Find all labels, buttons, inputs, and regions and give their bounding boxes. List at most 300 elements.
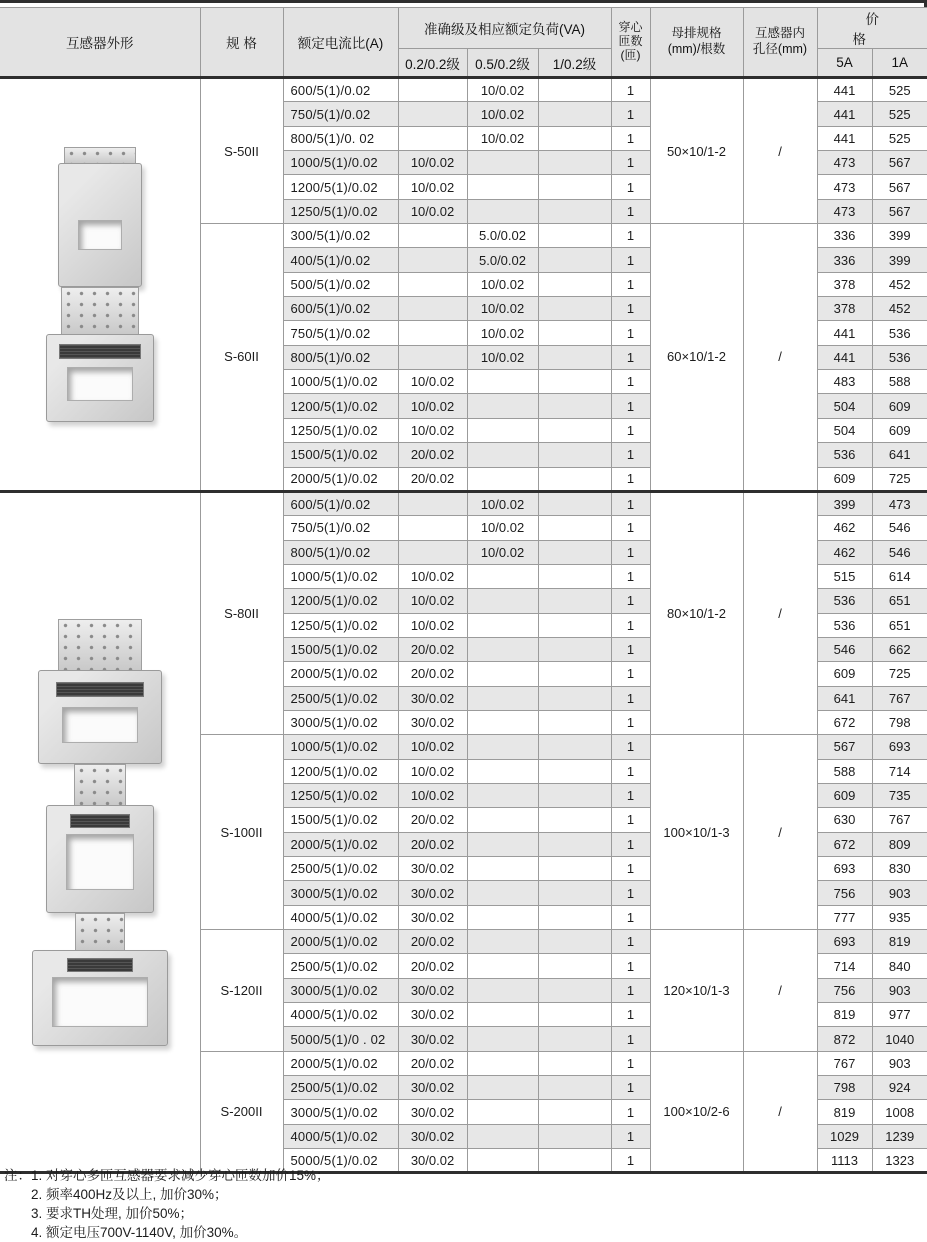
price-5a-cell: 378 bbox=[817, 272, 872, 296]
price-5a-cell: 693 bbox=[817, 930, 872, 954]
acc-1-cell bbox=[538, 151, 611, 175]
acc-02-cell: 20/0.02 bbox=[398, 662, 467, 686]
acc-05-cell: 10/0.02 bbox=[467, 540, 538, 564]
turns-cell: 1 bbox=[611, 345, 650, 369]
price-5a-cell: 441 bbox=[817, 102, 872, 126]
price-5a-cell: 567 bbox=[817, 735, 872, 759]
ct-photo-s100 bbox=[46, 764, 154, 913]
footnote-item: 3. 要求TH处理, 加价50%； bbox=[31, 1206, 194, 1221]
turns-cell: 1 bbox=[611, 1100, 650, 1124]
turns-cell: 1 bbox=[611, 175, 650, 199]
acc-02-cell: 10/0.02 bbox=[398, 759, 467, 783]
acc-1-cell bbox=[538, 930, 611, 954]
ratio-cell: 800/5(1)/0.02 bbox=[283, 540, 398, 564]
acc-02-cell: 10/0.02 bbox=[398, 418, 467, 442]
ct-photo-s50-body bbox=[58, 163, 142, 287]
ct-photo-s60-terminal-block bbox=[61, 287, 139, 334]
acc-05-cell bbox=[467, 637, 538, 661]
price-1a-cell: 546 bbox=[872, 540, 927, 564]
acc-1-cell bbox=[538, 759, 611, 783]
acc-02-cell: 10/0.02 bbox=[398, 370, 467, 394]
acc-1-cell bbox=[538, 710, 611, 734]
acc-05-cell: 10/0.02 bbox=[467, 102, 538, 126]
turns-cell: 1 bbox=[611, 224, 650, 248]
acc-05-cell bbox=[467, 759, 538, 783]
appearance-stack bbox=[0, 147, 200, 422]
acc-05-cell bbox=[467, 1003, 538, 1027]
appearance-cell bbox=[0, 491, 200, 1173]
turns-cell: 1 bbox=[611, 710, 650, 734]
acc-05-cell bbox=[467, 832, 538, 856]
acc-05-cell bbox=[467, 1100, 538, 1124]
acc-1-cell bbox=[538, 272, 611, 296]
ratio-cell: 750/5(1)/0.02 bbox=[283, 102, 398, 126]
acc-02-cell: 20/0.02 bbox=[398, 443, 467, 467]
spec-cell: S-100II bbox=[200, 735, 283, 930]
acc-1-cell bbox=[538, 1076, 611, 1100]
footnotes-label: 注： bbox=[4, 1168, 31, 1183]
ct-photo-s60 bbox=[46, 287, 154, 422]
ct-photo-s100-terminal-block bbox=[74, 764, 126, 805]
turns-cell: 1 bbox=[611, 637, 650, 661]
acc-05-cell bbox=[467, 662, 538, 686]
ratio-cell: 800/5(1)/0. 02 bbox=[283, 126, 398, 150]
turns-cell: 1 bbox=[611, 199, 650, 223]
ct-photo-s120-200 bbox=[32, 913, 168, 1046]
price-5a-cell: 483 bbox=[817, 370, 872, 394]
price-1a-cell: 693 bbox=[872, 735, 927, 759]
acc-02-cell: 30/0.02 bbox=[398, 710, 467, 734]
acc-02-cell: 30/0.02 bbox=[398, 881, 467, 905]
appearance-stack bbox=[0, 619, 200, 1046]
acc-1-cell bbox=[538, 589, 611, 613]
turns-cell: 1 bbox=[611, 151, 650, 175]
acc-02-cell: 30/0.02 bbox=[398, 1124, 467, 1148]
acc-1-cell bbox=[538, 394, 611, 418]
ratio-cell: 1200/5(1)/0.02 bbox=[283, 589, 398, 613]
ratio-cell: 3000/5(1)/0.02 bbox=[283, 881, 398, 905]
acc-02-cell: 20/0.02 bbox=[398, 1051, 467, 1075]
acc-02-cell: 10/0.02 bbox=[398, 589, 467, 613]
aperture-cell: / bbox=[743, 78, 817, 224]
price-5a-cell: 798 bbox=[817, 1076, 872, 1100]
price-5a-cell: 609 bbox=[817, 783, 872, 807]
col-header-acc-02: 0.2/0.2级 bbox=[398, 49, 467, 78]
acc-05-cell bbox=[467, 1124, 538, 1148]
turns-cell: 1 bbox=[611, 491, 650, 515]
col-header-busbar bbox=[650, 8, 743, 78]
turns-cell: 1 bbox=[611, 662, 650, 686]
price-1a-cell: 735 bbox=[872, 783, 927, 807]
price-5a-cell: 756 bbox=[817, 881, 872, 905]
acc-05-cell bbox=[467, 443, 538, 467]
price-5a-cell: 609 bbox=[817, 662, 872, 686]
price-1a-cell: 567 bbox=[872, 151, 927, 175]
acc-1-cell bbox=[538, 978, 611, 1002]
acc-02-cell: 10/0.02 bbox=[398, 199, 467, 223]
ct-photo-s100-window bbox=[66, 834, 134, 890]
col-header-acc-05: 0.5/0.2级 bbox=[467, 49, 538, 78]
acc-05-cell bbox=[467, 978, 538, 1002]
ct-photo-s50-window bbox=[78, 220, 122, 250]
ratio-cell: 600/5(1)/0.02 bbox=[283, 491, 398, 515]
acc-02-cell bbox=[398, 516, 467, 540]
col-header-price-1a: 1A bbox=[872, 49, 927, 78]
price-1a-cell: 614 bbox=[872, 564, 927, 588]
turns-cell: 1 bbox=[611, 589, 650, 613]
ct-photo-s50-terminal-block bbox=[64, 147, 136, 163]
aperture-cell: / bbox=[743, 735, 817, 930]
ratio-cell: 2000/5(1)/0.02 bbox=[283, 662, 398, 686]
acc-02-cell: 30/0.02 bbox=[398, 1076, 467, 1100]
price-1a-cell: 819 bbox=[872, 930, 927, 954]
price-1a-cell: 525 bbox=[872, 78, 927, 102]
acc-05-cell bbox=[467, 1027, 538, 1051]
acc-05-cell: 5.0/0.02 bbox=[467, 248, 538, 272]
acc-05-cell bbox=[467, 881, 538, 905]
price-1a-cell: 525 bbox=[872, 102, 927, 126]
turns-cell: 1 bbox=[611, 370, 650, 394]
acc-02-cell bbox=[398, 540, 467, 564]
ratio-cell: 4000/5(1)/0.02 bbox=[283, 1003, 398, 1027]
price-5a-cell: 693 bbox=[817, 857, 872, 881]
acc-05-cell bbox=[467, 686, 538, 710]
price-1a-cell: 903 bbox=[872, 1051, 927, 1075]
price-1a-cell: 641 bbox=[872, 443, 927, 467]
acc-05-cell: 10/0.02 bbox=[467, 491, 538, 515]
ratio-cell: 800/5(1)/0.02 bbox=[283, 345, 398, 369]
footnotes bbox=[4, 1166, 923, 1242]
turns-cell: 1 bbox=[611, 1124, 650, 1148]
price-1a-cell: 536 bbox=[872, 321, 927, 345]
acc-02-cell bbox=[398, 126, 467, 150]
acc-02-cell: 20/0.02 bbox=[398, 954, 467, 978]
acc-02-cell bbox=[398, 224, 467, 248]
price-5a-cell: 609 bbox=[817, 467, 872, 491]
footnote-item: 1. 对穿心多匝互感器要求减少穿心匝数加价15%； bbox=[31, 1168, 330, 1183]
turns-cell: 1 bbox=[611, 930, 650, 954]
turns-cell: 1 bbox=[611, 394, 650, 418]
ratio-cell: 1500/5(1)/0.02 bbox=[283, 443, 398, 467]
acc-1-cell bbox=[538, 78, 611, 102]
ratio-cell: 300/5(1)/0.02 bbox=[283, 224, 398, 248]
ct-photo-s80 bbox=[38, 619, 162, 764]
ratio-cell: 5000/5(1)/0 . 02 bbox=[283, 1027, 398, 1051]
acc-1-cell bbox=[538, 905, 611, 929]
price-5a-cell: 536 bbox=[817, 589, 872, 613]
price-1a-cell: 977 bbox=[872, 1003, 927, 1027]
turns-cell: 1 bbox=[611, 735, 650, 759]
busbar-cell: 120×10/1-3 bbox=[650, 930, 743, 1052]
page-top-rule bbox=[0, 0, 927, 3]
ratio-cell: 5000/5(1)/0.02 bbox=[283, 1149, 398, 1173]
ratio-cell: 500/5(1)/0.02 bbox=[283, 272, 398, 296]
price-5a-cell: 378 bbox=[817, 297, 872, 321]
ratio-cell: 3000/5(1)/0.02 bbox=[283, 710, 398, 734]
acc-1-cell bbox=[538, 735, 611, 759]
turns-cell: 1 bbox=[611, 467, 650, 491]
price-1a-cell: 725 bbox=[872, 662, 927, 686]
acc-02-cell: 10/0.02 bbox=[398, 564, 467, 588]
turns-cell: 1 bbox=[611, 881, 650, 905]
acc-02-cell: 10/0.02 bbox=[398, 783, 467, 807]
acc-05-cell bbox=[467, 467, 538, 491]
price-5a-cell: 536 bbox=[817, 443, 872, 467]
ratio-cell: 3000/5(1)/0.02 bbox=[283, 1100, 398, 1124]
price-1a-cell: 1008 bbox=[872, 1100, 927, 1124]
ratio-cell: 1000/5(1)/0.02 bbox=[283, 735, 398, 759]
table-row bbox=[0, 78, 927, 102]
acc-02-cell bbox=[398, 102, 467, 126]
ct-photo-s100-label-sticker bbox=[70, 814, 130, 828]
acc-02-cell bbox=[398, 78, 467, 102]
col-header-turns-line3: (匝) bbox=[620, 47, 641, 62]
col-header-price: 价 格 bbox=[817, 8, 927, 49]
acc-05-cell bbox=[467, 808, 538, 832]
busbar-cell: 80×10/1-2 bbox=[650, 491, 743, 734]
acc-02-cell: 10/0.02 bbox=[398, 151, 467, 175]
price-1a-cell: 1323 bbox=[872, 1149, 927, 1173]
table-header bbox=[0, 8, 927, 78]
price-1a-cell: 609 bbox=[872, 394, 927, 418]
ratio-cell: 2000/5(1)/0.02 bbox=[283, 832, 398, 856]
price-5a-cell: 819 bbox=[817, 1003, 872, 1027]
aperture-cell: / bbox=[743, 1051, 817, 1173]
turns-cell: 1 bbox=[611, 540, 650, 564]
acc-1-cell bbox=[538, 1027, 611, 1051]
price-5a-cell: 462 bbox=[817, 516, 872, 540]
turns-cell: 1 bbox=[611, 272, 650, 296]
price-1a-cell: 399 bbox=[872, 248, 927, 272]
acc-05-cell bbox=[467, 564, 538, 588]
col-header-turns bbox=[611, 8, 650, 78]
acc-05-cell bbox=[467, 905, 538, 929]
spec-cell: S-60II bbox=[200, 224, 283, 492]
acc-05-cell bbox=[467, 954, 538, 978]
acc-02-cell: 30/0.02 bbox=[398, 1149, 467, 1173]
acc-05-cell: 10/0.02 bbox=[467, 78, 538, 102]
footnote-item: 2. 频率400Hz及以上, 加价30%； bbox=[31, 1187, 228, 1202]
acc-02-cell bbox=[398, 321, 467, 345]
acc-1-cell bbox=[538, 686, 611, 710]
acc-05-cell bbox=[467, 199, 538, 223]
ratio-cell: 1500/5(1)/0.02 bbox=[283, 637, 398, 661]
acc-1-cell bbox=[538, 832, 611, 856]
turns-cell: 1 bbox=[611, 1051, 650, 1075]
acc-02-cell bbox=[398, 272, 467, 296]
ratio-cell: 1250/5(1)/0.02 bbox=[283, 613, 398, 637]
price-1a-cell: 1040 bbox=[872, 1027, 927, 1051]
acc-02-cell: 30/0.02 bbox=[398, 978, 467, 1002]
ct-photo-s80-terminal-block bbox=[58, 619, 142, 670]
col-header-busbar-line2: (mm)/根数 bbox=[667, 42, 726, 56]
acc-02-cell: 20/0.02 bbox=[398, 832, 467, 856]
ratio-cell: 4000/5(1)/0.02 bbox=[283, 1124, 398, 1148]
ratio-cell: 1000/5(1)/0.02 bbox=[283, 370, 398, 394]
acc-02-cell: 30/0.02 bbox=[398, 1003, 467, 1027]
price-1a-cell: 567 bbox=[872, 199, 927, 223]
price-5a-cell: 473 bbox=[817, 175, 872, 199]
acc-02-cell: 10/0.02 bbox=[398, 175, 467, 199]
col-header-acc-1: 1/0.2级 bbox=[538, 49, 611, 78]
acc-1-cell bbox=[538, 175, 611, 199]
acc-05-cell: 10/0.02 bbox=[467, 272, 538, 296]
price-1a-cell: 588 bbox=[872, 370, 927, 394]
ratio-cell: 400/5(1)/0.02 bbox=[283, 248, 398, 272]
ratio-cell: 2000/5(1)/0.02 bbox=[283, 467, 398, 491]
acc-02-cell: 30/0.02 bbox=[398, 1100, 467, 1124]
aperture-cell: / bbox=[743, 930, 817, 1052]
acc-02-cell: 30/0.02 bbox=[398, 686, 467, 710]
appearance-cell bbox=[0, 78, 200, 492]
price-5a-cell: 777 bbox=[817, 905, 872, 929]
acc-1-cell bbox=[538, 321, 611, 345]
ratio-cell: 1500/5(1)/0.02 bbox=[283, 808, 398, 832]
turns-cell: 1 bbox=[611, 516, 650, 540]
acc-05-cell bbox=[467, 394, 538, 418]
acc-02-cell bbox=[398, 345, 467, 369]
price-5a-cell: 473 bbox=[817, 151, 872, 175]
acc-05-cell bbox=[467, 1076, 538, 1100]
ratio-cell: 750/5(1)/0.02 bbox=[283, 516, 398, 540]
acc-05-cell bbox=[467, 175, 538, 199]
price-1a-cell: 830 bbox=[872, 857, 927, 881]
transformer-price-table bbox=[0, 7, 927, 1174]
turns-cell: 1 bbox=[611, 78, 650, 102]
turns-cell: 1 bbox=[611, 832, 650, 856]
price-5a-cell: 515 bbox=[817, 564, 872, 588]
col-header-appearance: 互感器外形 bbox=[0, 8, 200, 78]
acc-05-cell: 10/0.02 bbox=[467, 516, 538, 540]
footnote-item: 4. 额定电压700V-1140V, 加价30%。 bbox=[31, 1225, 248, 1240]
turns-cell: 1 bbox=[611, 783, 650, 807]
col-header-accuracy-group: 准确级及相应额定负荷(VA) bbox=[398, 8, 611, 49]
acc-05-cell: 5.0/0.02 bbox=[467, 224, 538, 248]
busbar-cell: 50×10/1-2 bbox=[650, 78, 743, 224]
price-1a-cell: 567 bbox=[872, 175, 927, 199]
acc-1-cell bbox=[538, 224, 611, 248]
price-1a-cell: 903 bbox=[872, 881, 927, 905]
aperture-cell: / bbox=[743, 491, 817, 734]
price-1a-cell: 1239 bbox=[872, 1124, 927, 1148]
ratio-cell: 1200/5(1)/0.02 bbox=[283, 394, 398, 418]
acc-1-cell bbox=[538, 857, 611, 881]
price-5a-cell: 630 bbox=[817, 808, 872, 832]
acc-05-cell bbox=[467, 857, 538, 881]
price-1a-cell: 714 bbox=[872, 759, 927, 783]
price-5a-cell: 441 bbox=[817, 78, 872, 102]
busbar-cell: 60×10/1-2 bbox=[650, 224, 743, 492]
acc-1-cell bbox=[538, 1051, 611, 1075]
acc-1-cell bbox=[538, 662, 611, 686]
ct-photo-s120-200-terminal-block bbox=[75, 913, 125, 950]
col-header-aperture bbox=[743, 8, 817, 78]
ct-photo-s120-200-body bbox=[32, 950, 168, 1046]
ratio-cell: 3000/5(1)/0.02 bbox=[283, 978, 398, 1002]
acc-1-cell bbox=[538, 1003, 611, 1027]
ct-photo-s120-200-window bbox=[52, 977, 148, 1027]
turns-cell: 1 bbox=[611, 1027, 650, 1051]
acc-05-cell bbox=[467, 370, 538, 394]
turns-cell: 1 bbox=[611, 1149, 650, 1173]
acc-05-cell: 10/0.02 bbox=[467, 126, 538, 150]
turns-cell: 1 bbox=[611, 102, 650, 126]
acc-02-cell: 20/0.02 bbox=[398, 467, 467, 491]
acc-1-cell bbox=[538, 637, 611, 661]
ratio-cell: 1250/5(1)/0.02 bbox=[283, 783, 398, 807]
acc-1-cell bbox=[538, 808, 611, 832]
price-5a-cell: 714 bbox=[817, 954, 872, 978]
acc-05-cell bbox=[467, 1051, 538, 1075]
acc-05-cell bbox=[467, 710, 538, 734]
acc-1-cell bbox=[538, 881, 611, 905]
turns-cell: 1 bbox=[611, 297, 650, 321]
price-5a-cell: 504 bbox=[817, 394, 872, 418]
price-5a-cell: 546 bbox=[817, 637, 872, 661]
turns-cell: 1 bbox=[611, 808, 650, 832]
turns-cell: 1 bbox=[611, 759, 650, 783]
acc-05-cell: 10/0.02 bbox=[467, 321, 538, 345]
turns-cell: 1 bbox=[611, 418, 650, 442]
acc-02-cell: 30/0.02 bbox=[398, 905, 467, 929]
price-1a-cell: 399 bbox=[872, 224, 927, 248]
acc-02-cell: 30/0.02 bbox=[398, 857, 467, 881]
price-1a-cell: 662 bbox=[872, 637, 927, 661]
spec-cell: S-120II bbox=[200, 930, 283, 1052]
turns-cell: 1 bbox=[611, 613, 650, 637]
table-row bbox=[0, 491, 927, 515]
price-1a-cell: 767 bbox=[872, 686, 927, 710]
price-1a-cell: 473 bbox=[872, 491, 927, 515]
acc-02-cell bbox=[398, 491, 467, 515]
price-5a-cell: 1029 bbox=[817, 1124, 872, 1148]
ratio-cell: 2500/5(1)/0.02 bbox=[283, 857, 398, 881]
col-header-busbar-line1: 母排规格 bbox=[671, 26, 722, 41]
price-5a-cell: 441 bbox=[817, 126, 872, 150]
ratio-cell: 750/5(1)/0.02 bbox=[283, 321, 398, 345]
acc-1-cell bbox=[538, 248, 611, 272]
acc-05-cell bbox=[467, 589, 538, 613]
price-5a-cell: 441 bbox=[817, 345, 872, 369]
acc-1-cell bbox=[538, 418, 611, 442]
acc-1-cell bbox=[538, 102, 611, 126]
busbar-cell: 100×10/2-6 bbox=[650, 1051, 743, 1173]
turns-cell: 1 bbox=[611, 954, 650, 978]
price-1a-cell: 840 bbox=[872, 954, 927, 978]
col-header-ratio: 额定电流比(A) bbox=[283, 8, 398, 78]
aperture-cell: / bbox=[743, 224, 817, 492]
price-5a-cell: 819 bbox=[817, 1100, 872, 1124]
price-5a-cell: 336 bbox=[817, 224, 872, 248]
price-1a-cell: 798 bbox=[872, 710, 927, 734]
ct-photo-s60-window bbox=[67, 367, 133, 401]
ct-photo-s100-body bbox=[46, 805, 154, 913]
price-1a-cell: 767 bbox=[872, 808, 927, 832]
spec-cell: S-200II bbox=[200, 1051, 283, 1173]
price-1a-cell: 452 bbox=[872, 297, 927, 321]
acc-05-cell bbox=[467, 151, 538, 175]
price-1a-cell: 651 bbox=[872, 589, 927, 613]
price-1a-cell: 452 bbox=[872, 272, 927, 296]
acc-02-cell bbox=[398, 248, 467, 272]
price-5a-cell: 441 bbox=[817, 321, 872, 345]
acc-1-cell bbox=[538, 954, 611, 978]
acc-02-cell: 30/0.02 bbox=[398, 1027, 467, 1051]
acc-02-cell: 10/0.02 bbox=[398, 613, 467, 637]
price-5a-cell: 672 bbox=[817, 710, 872, 734]
footnote-list bbox=[31, 1166, 330, 1242]
turns-cell: 1 bbox=[611, 248, 650, 272]
